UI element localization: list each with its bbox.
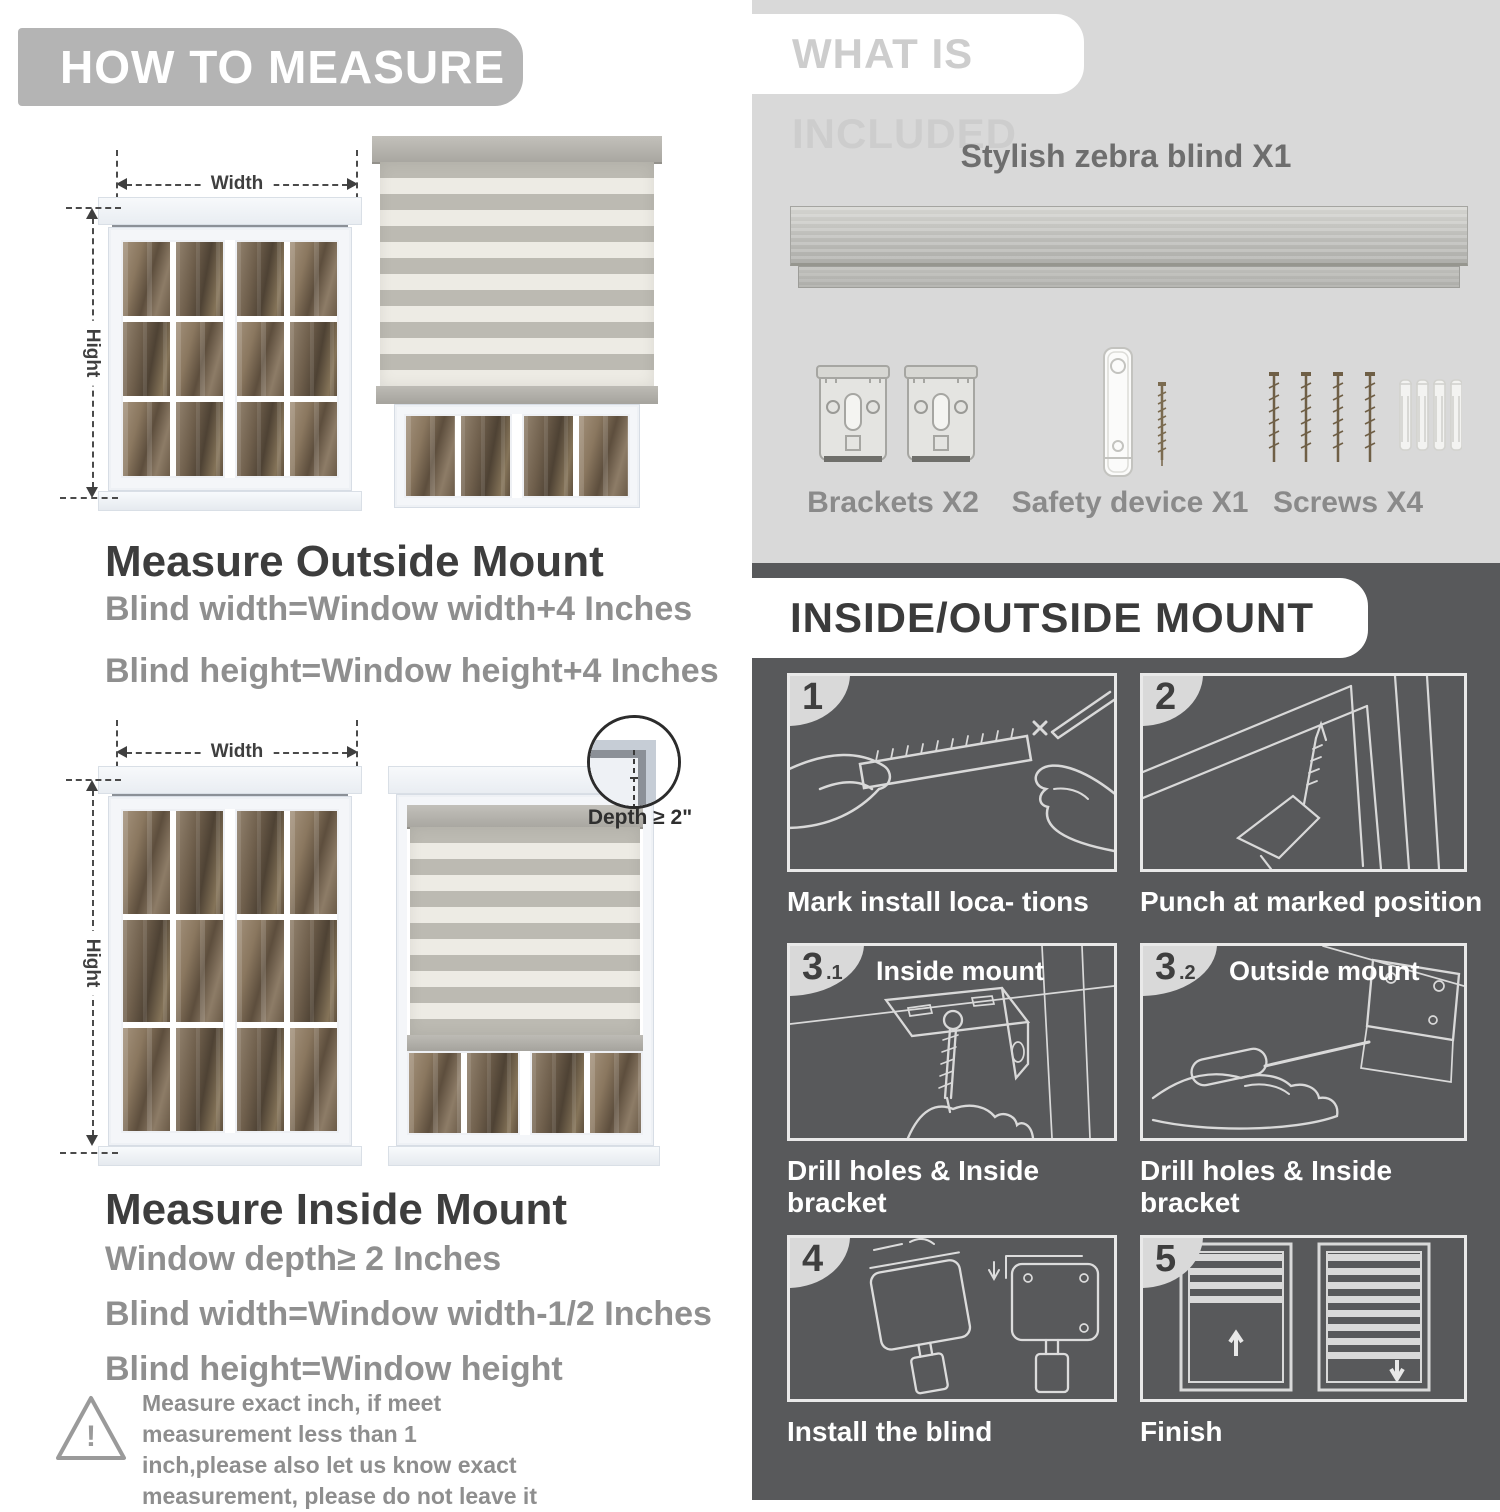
width-label-outside: Width [201, 173, 274, 195]
step-badge-2: 2 [1141, 674, 1203, 726]
outside-mount-line2: Blind height=Window height+4 Inches [105, 652, 719, 690]
window-pane [176, 811, 223, 914]
inside-mount-line1: Window depth≥ 2 Inches [105, 1240, 502, 1278]
height-arrow-inside [78, 780, 106, 1146]
window2-left-sash [121, 809, 225, 1133]
zebra-blind-label: Stylish zebra blind X1 [960, 138, 1292, 174]
corner-detail-icon [590, 718, 678, 806]
window-pane [532, 1053, 584, 1133]
window1-right-sash [235, 240, 339, 478]
window-pane [176, 242, 223, 316]
step-badge-5: 5 [1141, 1236, 1203, 1288]
window-pane [467, 1053, 519, 1133]
step-caption-2: Punch at marked position [1140, 886, 1483, 917]
window-pane [123, 322, 170, 396]
drill-position-illustration [1143, 676, 1464, 869]
step-panel-3-2 [1140, 943, 1467, 1141]
window-pane [290, 242, 337, 316]
screws-image [1262, 366, 1462, 476]
window1-left-sash [121, 240, 225, 478]
step-badge-1: 1 [788, 674, 850, 726]
window1-frame [108, 227, 352, 491]
window2-sill [98, 1146, 362, 1166]
step-badge-4: 4 [788, 1236, 850, 1288]
window-pane [524, 416, 573, 496]
height-label-inside: Hight [81, 931, 103, 996]
step-badge-3-2: 3 .2 [1141, 944, 1217, 996]
blind1-bottom-rail [376, 386, 658, 404]
headrail-underside [798, 266, 1460, 288]
window-pane [409, 1053, 461, 1133]
step-caption-1: Mark install loca- tions [787, 886, 1089, 917]
inside-mount-heading: Measure Inside Mount [105, 1185, 568, 1234]
window-pane [237, 322, 284, 396]
height-arrow-outside [78, 208, 106, 498]
width-arrow-outside [116, 168, 358, 200]
window-pane [176, 402, 223, 476]
window2-right-sash [235, 809, 339, 1133]
window3-sill [388, 1146, 660, 1166]
safety-device-label: Safety device X1 [1011, 486, 1249, 519]
measure-note: Measure exact inch, if meet measurement less than 1 inch,please also let us know exact measurement, please do not leave it [142, 1390, 537, 1509]
step-panel-4 [787, 1235, 1117, 1402]
safety-device-image [1096, 346, 1186, 482]
window-pane [579, 416, 628, 496]
window1-top-board [98, 197, 362, 225]
depth-label: Depth ≥ 2" [587, 806, 693, 829]
window-pane [290, 322, 337, 396]
window-pane [123, 242, 170, 316]
height-tick-bottom [60, 497, 118, 499]
window-pane [176, 1028, 223, 1131]
blind1-fabric [380, 162, 654, 386]
window-pane [123, 1028, 170, 1131]
window-pane [290, 811, 337, 914]
step-caption-3-2: Drill holes & Inside bracket [1140, 1155, 1393, 1218]
step-panel-3-1 [787, 943, 1117, 1141]
step-panel-5 [1140, 1235, 1467, 1402]
warning-exclamation: ! [86, 1420, 96, 1453]
blind1-cassette [372, 136, 662, 164]
depth-callout-circle [587, 715, 681, 809]
height-tick-top2 [66, 779, 121, 781]
blind2-fabric [410, 827, 640, 1035]
step-badge-3-1: 3 .1 [788, 944, 864, 996]
window-pane [461, 416, 510, 496]
inside-mount-label: Inside mount [876, 956, 1044, 986]
outside-mount-heading: Measure Outside Mount [105, 537, 604, 586]
window2-top-board [98, 766, 362, 794]
width-label-inside: Width [201, 741, 274, 763]
what-is-included-header: WHAT IS INCLUDED [752, 14, 1084, 94]
headrail-image [790, 206, 1468, 266]
blind1-window-below [394, 404, 640, 508]
window-pane [176, 920, 223, 1023]
height-tick-top [66, 207, 121, 209]
window-pane [123, 811, 170, 914]
window-pane [123, 920, 170, 1023]
step-caption-5: Finish [1140, 1416, 1223, 1447]
brackets-image [816, 362, 978, 474]
width-arrow-inside [116, 736, 358, 768]
window-pane [176, 322, 223, 396]
window2-frame [108, 796, 352, 1146]
window-pane [123, 402, 170, 476]
step-caption-3-1: Drill holes & Inside bracket [787, 1155, 1040, 1218]
window-pane [290, 920, 337, 1023]
outside-mount-line1: Blind width=Window width+4 Inches [105, 590, 693, 628]
height-label-outside: Hight [81, 321, 103, 386]
how-to-measure-header: HOW TO MEASURE [18, 28, 523, 106]
step-panel-1 [787, 673, 1117, 872]
inside-mount-line3: Blind height=Window height [105, 1350, 563, 1388]
height-tick-bottom2 [60, 1152, 118, 1154]
screws-label: Screws X4 [1272, 486, 1424, 519]
blind2-bottom-rail [407, 1035, 643, 1051]
window-pane [290, 1028, 337, 1131]
window-pane [237, 242, 284, 316]
inside-outside-mount-header: INSIDE/OUTSIDE MOUNT [752, 578, 1368, 658]
window-pane [237, 402, 284, 476]
step-caption-4: Install the blind [787, 1416, 993, 1447]
mark-locations-illustration [790, 676, 1114, 869]
window-pane [590, 1053, 642, 1133]
window-pane [406, 416, 455, 496]
inside-mount-line2: Blind width=Window width-1/2 Inches [105, 1295, 712, 1333]
window-pane [237, 920, 284, 1023]
step-panel-2 [1140, 673, 1467, 872]
window1-sill [98, 491, 362, 511]
outside-mount-label: Outside mount [1229, 956, 1420, 986]
window3-frame [396, 794, 654, 1146]
window-pane [237, 811, 284, 914]
warning-triangle-icon [52, 1392, 130, 1466]
brackets-label: Brackets X2 [807, 486, 979, 519]
window-pane [237, 1028, 284, 1131]
window-pane [290, 402, 337, 476]
